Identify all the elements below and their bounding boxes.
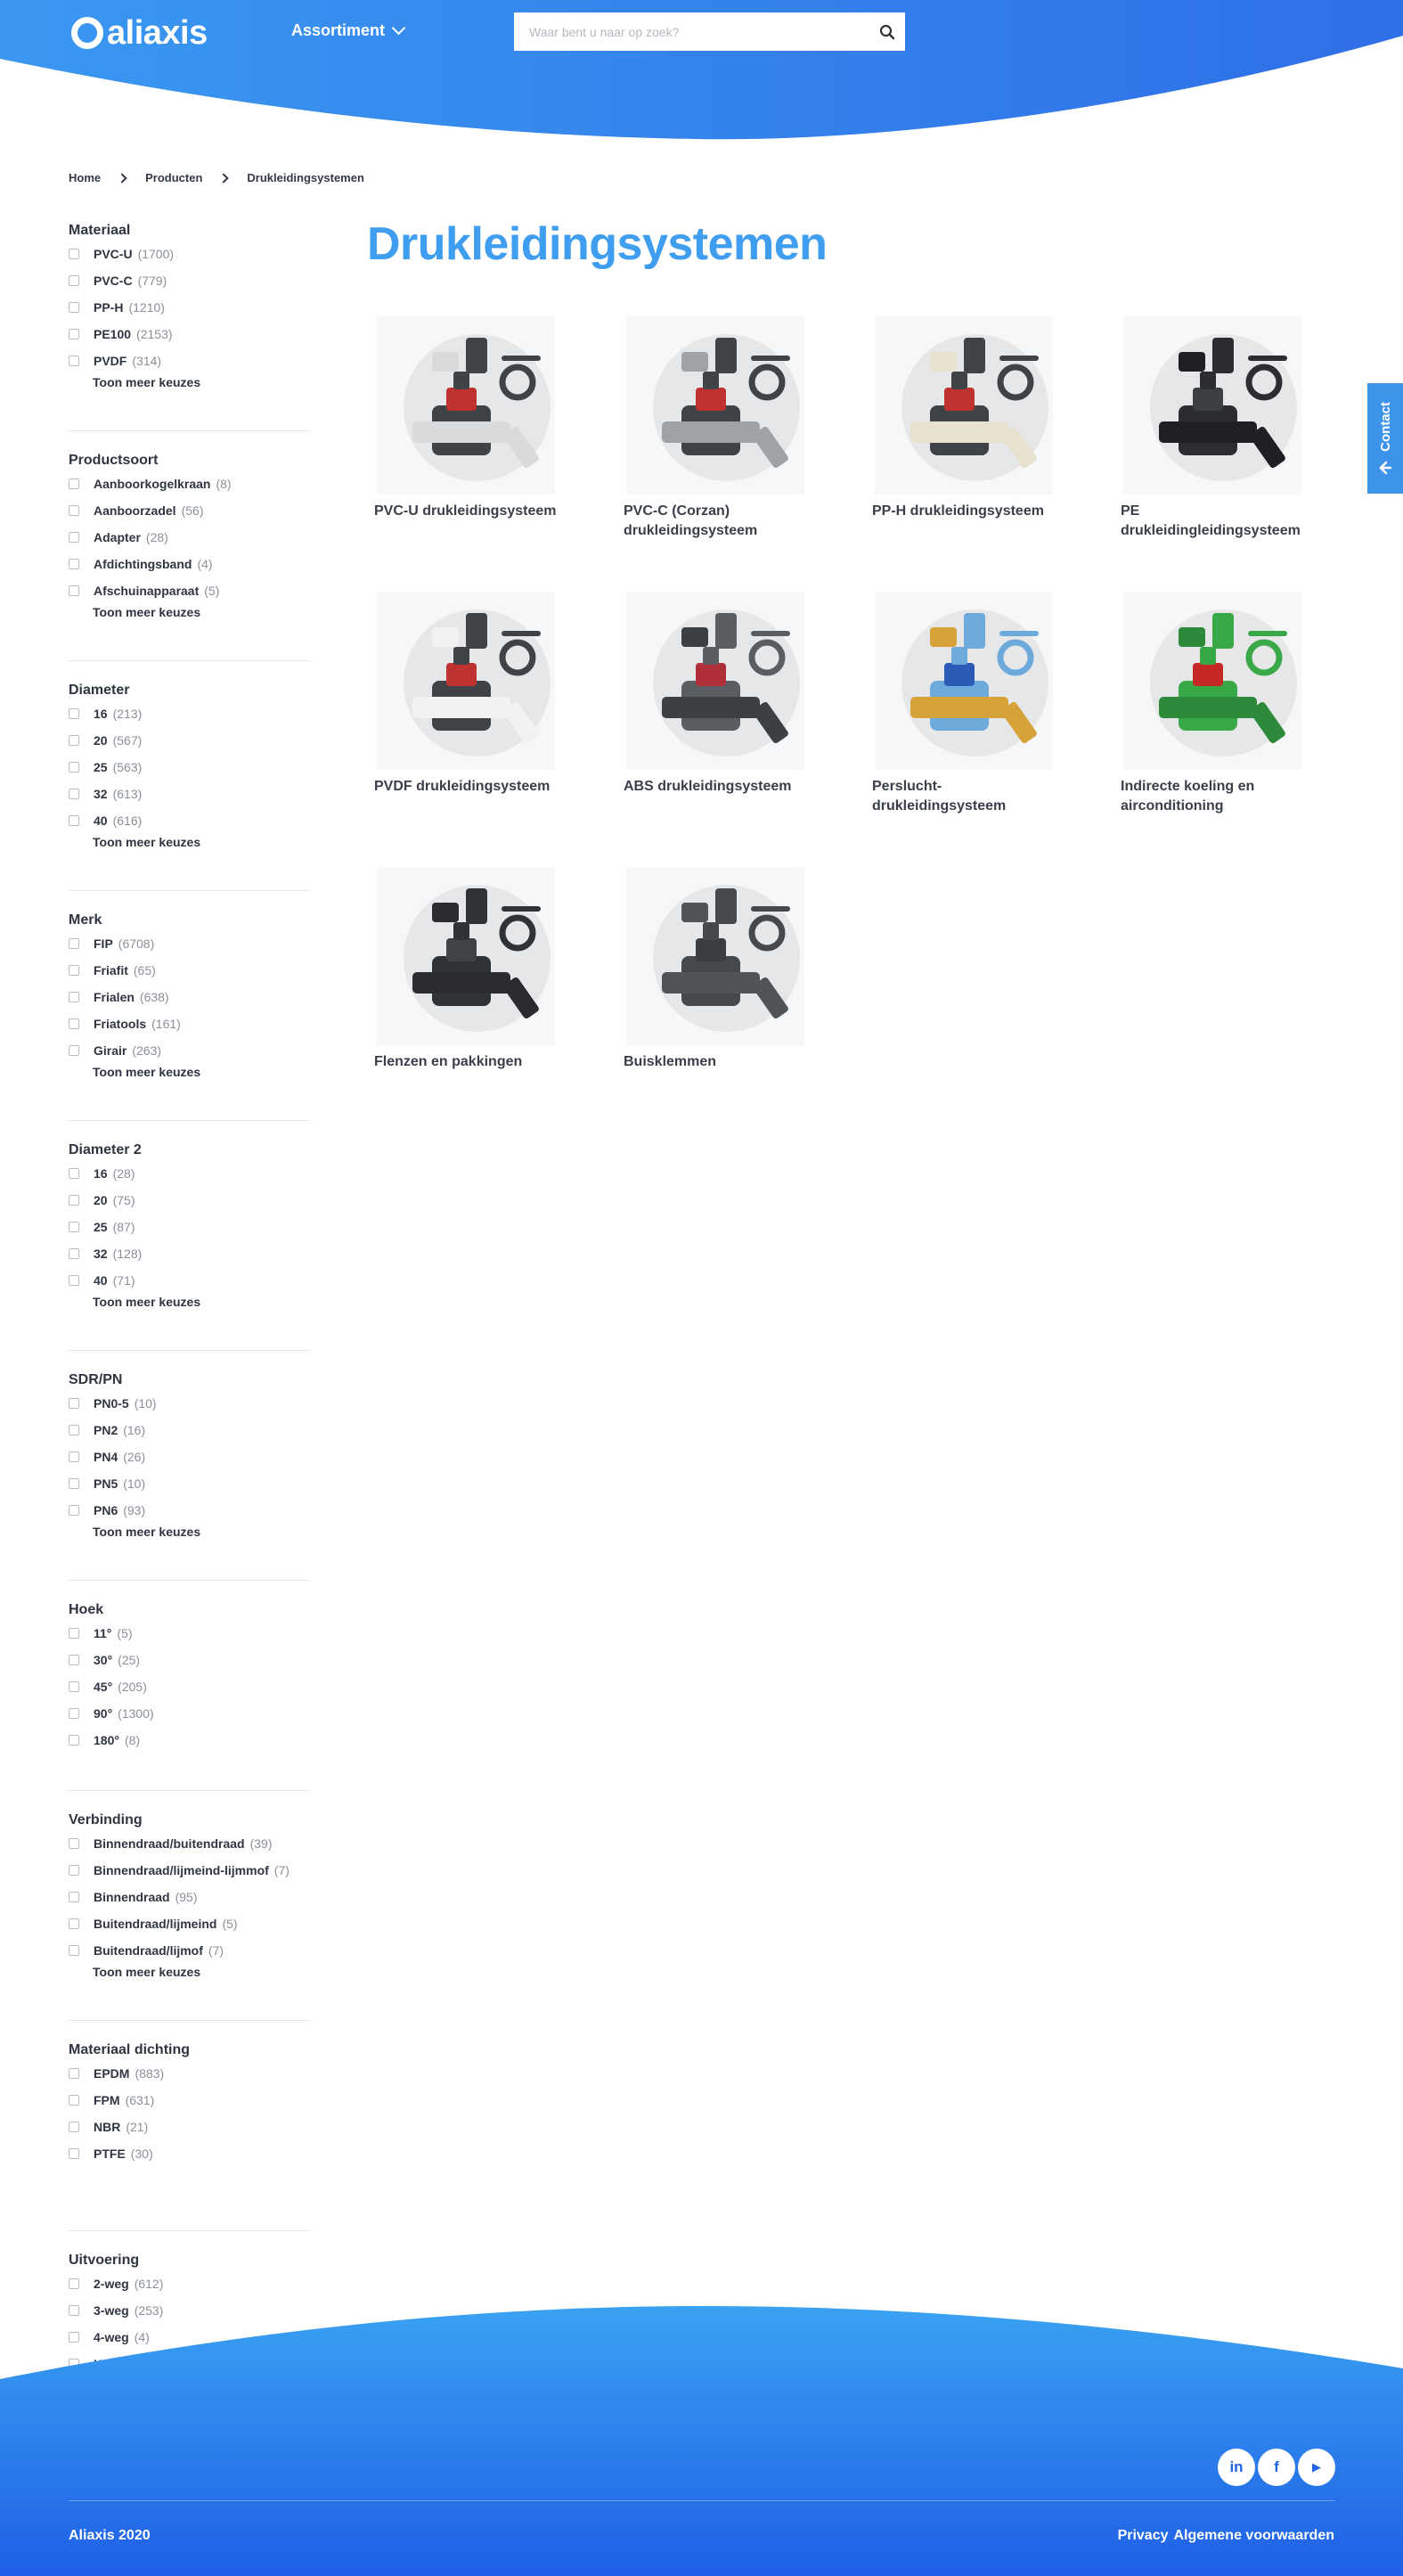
filter-option[interactable] [69,497,309,524]
filter-group-title: SDR/PN [69,1372,123,1387]
filter-group [69,681,309,891]
filter-option[interactable] [69,2060,309,2087]
filter-checkbox[interactable] [69,1892,79,1902]
terms-link[interactable]: Algemene voorwaarden [1173,2528,1334,2543]
product-card[interactable] [615,316,811,557]
page-title: Drukleidingsystemen [367,218,828,270]
filter-checkbox[interactable] [69,1838,79,1849]
air-fittings-image[interactable] [875,592,1053,770]
filter-option[interactable] [69,1010,309,1037]
product-title[interactable]: PVC-C (Corzan) drukleidingsysteem [624,503,758,538]
filter-option-count: (26) [123,1450,146,1464]
filter-option-label: 11° [94,1626,112,1640]
filter-option-count: (75) [112,1193,135,1207]
breadcrumb-producten[interactable]: Producten [145,171,203,184]
pe-fittings-image[interactable] [1123,316,1301,495]
filter-option-label: PN0-5 [94,1396,129,1411]
filter-option-label: 40 [94,814,108,828]
green-valve-image[interactable] [1123,592,1301,770]
filter-option-label: 20 [94,733,108,748]
filter-option-count: (95) [175,1890,198,1904]
filter-group [69,1141,309,1351]
filter-option[interactable] [69,2087,309,2114]
logo-ring-icon [71,17,103,49]
filter-option[interactable] [69,1390,309,1417]
filter-checkbox[interactable] [69,1655,79,1665]
filter-option-count: (205) [118,1680,147,1694]
filter-option-count: (128) [112,1247,143,1261]
filter-option-label: 90° [94,1706,113,1721]
filter-checkbox[interactable] [69,329,79,339]
filter-option-count: (1300) [118,1706,154,1721]
filter-group-title: Materiaal dichting [69,2042,191,2057]
filter-option-count: (93) [123,1503,146,1517]
filter-option-label: 4-weg [94,2330,129,2344]
filter-checkbox[interactable] [69,1865,79,1876]
filter-option-count: (28) [112,1166,135,1181]
valve-gray-image[interactable] [377,316,555,495]
filter-option-label: 3-weg [94,2303,129,2318]
chevron-right-icon [219,173,229,183]
show-more-link[interactable]: Toon meer keuzes [93,375,201,389]
breadcrumb-home[interactable]: Home [69,171,102,184]
filter-option-label: PVC-U [94,247,133,261]
chevron-down-icon [392,21,406,36]
filter-checkbox[interactable] [69,302,79,313]
filter-option[interactable] [69,1267,309,1294]
filter-option-label: 16 [94,1166,108,1181]
filter-option-count: (2153) [136,327,173,341]
filter-checkbox[interactable] [69,1398,79,1409]
filter-option[interactable] [69,700,309,727]
filter-checkbox[interactable] [69,275,79,286]
filter-checkbox[interactable] [69,1248,79,1259]
contact-tab[interactable]: Contact [1367,383,1403,494]
filter-option[interactable] [69,2114,309,2140]
valve-gray-image[interactable] [626,316,804,495]
filter-group [69,451,309,661]
filter-option[interactable] [69,1497,309,1524]
filter-option-count: (28) [145,530,168,544]
filter-checkbox[interactable] [69,1452,79,1462]
filter-option-label: FIP [94,936,113,951]
filter-checkbox[interactable] [69,559,79,569]
filter-checkbox[interactable] [69,1505,79,1516]
filter-option-count: (56) [181,503,204,518]
footer-divider [69,2500,1334,2501]
filter-group [69,1600,309,1791]
filter-option-count: (16) [123,1423,146,1437]
nav-assortiment[interactable]: Assortiment [291,21,404,40]
filter-option-label: Afschuinapparaat [94,584,200,598]
filter-option[interactable] [69,781,309,807]
filter-option-label: 180° [94,1733,119,1747]
filter-option[interactable] [69,294,309,321]
filter-option-count: (4) [197,557,213,571]
flange-image[interactable] [377,867,555,1045]
filter-option-label: PE100 [94,327,132,341]
filter-option[interactable] [69,1160,309,1187]
filter-option-label: FPM [94,2093,120,2107]
abs-valve-image[interactable] [626,592,804,770]
filter-option[interactable] [69,1187,309,1214]
filter-option-count: (39) [249,1836,273,1851]
filter-checkbox[interactable] [69,1628,79,1639]
filter-group [69,1370,309,1581]
valve-white-image[interactable] [377,592,555,770]
valve-beige-image[interactable] [875,316,1053,495]
filter-checkbox[interactable] [69,1681,79,1692]
filter-option-label: Friafit [94,963,128,977]
filter-option-count: (263) [132,1043,162,1058]
filter-option[interactable] [69,1700,309,1727]
filter-checkbox[interactable] [69,2068,79,2079]
filter-option[interactable] [69,930,309,957]
filter-sidebar [69,221,309,2481]
breadcrumb [69,171,364,184]
filter-option-label: 30° [94,1653,113,1667]
filter-option-count: (8) [124,1733,141,1747]
filter-option[interactable] [69,1857,309,1884]
filter-option-count: (21) [126,2120,149,2134]
filter-option-label: PN6 [94,1503,118,1517]
footer-links [1118,2528,1334,2544]
filter-option-count: (6708) [118,936,155,951]
filter-option[interactable] [69,1830,309,1857]
filter-group-title: Diameter 2 [69,1142,142,1157]
filter-checkbox[interactable] [69,789,79,799]
filter-checkbox[interactable] [69,1945,79,1956]
product-title[interactable]: Perslucht-drukleidingsysteem [872,779,1007,814]
filter-option-label: Binnendraad/buitendraad [94,1836,245,1851]
privacy-link[interactable]: Privacy [1117,2528,1169,2543]
filter-option[interactable] [69,267,309,294]
filter-group [69,1811,309,2021]
filter-option-count: (7) [208,1943,224,1958]
filter-option-label: EPDM [94,2066,130,2081]
show-more-link[interactable]: Toon meer keuzes [93,1065,201,1079]
filter-option[interactable] [69,807,309,834]
product-title[interactable]: Indirecte koeling en airconditioning [1121,779,1255,814]
filter-checkbox[interactable] [69,505,79,516]
filter-option-count: (7) [273,1863,290,1877]
filter-checkbox[interactable] [69,1195,79,1206]
filter-option-label: 20 [94,1193,108,1207]
filter-option-count: (631) [125,2093,155,2107]
chevron-right-icon [117,173,126,183]
filter-option[interactable] [69,1443,309,1470]
product-title[interactable]: Buisklemmen [624,1054,717,1069]
product-card[interactable] [863,316,1059,557]
filter-option-count: (1700) [137,247,175,261]
filter-option-count: (87) [112,1220,135,1234]
product-title[interactable]: PE drukleidingleidingsysteem [1121,503,1301,538]
filter-checkbox[interactable] [69,1018,79,1029]
show-more-link[interactable]: Toon meer keuzes [93,605,201,619]
filter-option[interactable] [69,470,309,497]
filter-option-count: (779) [137,274,167,288]
filter-option[interactable] [69,1937,309,1964]
filter-group-title: Uitvoering [69,2253,140,2268]
filter-option[interactable] [69,2140,309,2167]
filter-checkbox[interactable] [69,585,79,596]
copyright: Aliaxis 2020 [69,2528,151,2543]
filter-option[interactable] [69,348,309,374]
filter-checkbox[interactable] [69,1425,79,1435]
product-title[interactable]: PP-H drukleidingsysteem [872,503,1044,519]
filter-option-label: NBR [94,2120,121,2134]
filter-option-label: Aanboorkogelkraan [94,477,211,491]
filter-option-count: (71) [112,1273,135,1288]
filter-option[interactable] [69,1470,309,1497]
filter-option[interactable] [69,241,309,267]
product-title[interactable]: PVC-U drukleidingsysteem [374,503,557,519]
filter-option-count: (638) [139,990,169,1004]
filter-checkbox[interactable] [69,992,79,1002]
filter-option-label: 2-weg [94,2277,129,2291]
filter-group-title: Productsoort [69,453,159,468]
filter-option-label: PVDF [94,354,127,368]
filter-option-count: (1210) [128,300,165,315]
filter-option-count: (5) [204,584,220,598]
filter-option-count: (10) [134,1396,157,1411]
search-bar [514,12,905,51]
filter-option-count: (161) [151,1017,181,1031]
filter-option-label: Binnendraad [94,1890,170,1904]
filter-checkbox[interactable] [69,965,79,976]
filter-group [69,2040,309,2231]
filter-checkbox[interactable] [69,2095,79,2106]
aliaxis-logo[interactable]: aliaxis [71,12,208,53]
filter-option-label: PN2 [94,1423,118,1437]
filter-option-label: PVC-C [94,274,133,288]
product-card[interactable] [365,592,561,832]
filter-checkbox[interactable] [69,708,79,719]
linkedin-icon[interactable]: in [1218,2449,1255,2486]
filter-checkbox[interactable] [69,2148,79,2159]
filter-option-count: (253) [134,2303,164,2318]
filter-option[interactable] [69,754,309,781]
filter-option-label: PN5 [94,1476,118,1491]
filter-option-count: (213) [112,707,143,721]
filter-option[interactable] [69,1647,309,1673]
filter-option-label: Buitendraad/lijmof [94,1943,203,1958]
filter-option[interactable] [69,551,309,577]
filter-option-label: PN4 [94,1450,118,1464]
filter-option[interactable] [69,1910,309,1937]
filter-option-count: (30) [130,2147,153,2161]
show-more-link[interactable]: Toon meer keuzes [93,835,201,849]
product-title[interactable]: ABS drukleidingsysteem [624,779,792,794]
filter-checkbox[interactable] [69,478,79,489]
filter-option-count: (567) [112,733,143,748]
product-card[interactable] [615,867,811,1108]
product-title[interactable]: Flenzen en pakkingen [374,1054,523,1069]
filter-option-label: PP-H [94,300,124,315]
filter-checkbox[interactable] [69,1275,79,1286]
filter-option-label: 32 [94,787,108,801]
filter-checkbox[interactable] [69,1478,79,1489]
filter-option-label: 25 [94,1220,108,1234]
filter-option-count: (612) [134,2277,164,2291]
search-input[interactable] [514,12,869,51]
pipe-clamp-image[interactable] [626,867,804,1045]
facebook-icon[interactable]: f [1258,2449,1295,2486]
filter-checkbox[interactable] [69,762,79,773]
filter-option[interactable] [69,984,309,1010]
filter-option-label: 40 [94,1273,108,1288]
filter-group-title: Hoek [69,1602,104,1617]
filter-option-count: (4) [134,2330,150,2344]
show-more-link[interactable]: Toon meer keuzes [93,1965,201,1979]
filter-option-label: Friatools [94,1017,147,1031]
filter-option[interactable] [69,321,309,348]
filter-option-label: 16 [94,707,108,721]
breadcrumb-current: Drukleidingsystemen [247,171,364,184]
filter-group-title: Diameter [69,683,130,698]
filter-option-count: (613) [112,787,143,801]
filter-option-count: (25) [118,1653,141,1667]
filter-option[interactable] [69,1884,309,1910]
filter-option[interactable] [69,727,309,754]
filter-option-count: (883) [135,2066,165,2081]
filter-checkbox[interactable] [69,532,79,543]
filter-option-count: (10) [123,1476,146,1491]
filter-option[interactable] [69,1214,309,1240]
filter-option-label: Girair [94,1043,127,1058]
filter-checkbox[interactable] [69,735,79,746]
filter-option[interactable] [69,1620,309,1647]
filter-option[interactable] [69,957,309,984]
filter-option-count: (5) [222,1917,238,1931]
filter-option-label: Adapter [94,530,141,544]
filter-group-title: Verbinding [69,1812,143,1828]
filter-checkbox[interactable] [69,356,79,366]
filter-checkbox[interactable] [69,815,79,826]
filter-option[interactable] [69,1727,309,1754]
filter-option[interactable] [69,1240,309,1267]
filter-group [69,221,309,431]
filter-option[interactable] [69,1417,309,1443]
filter-checkbox[interactable] [69,1045,79,1056]
filter-option-label: Buitendraad/lijmeind [94,1917,217,1931]
product-card[interactable] [1112,592,1308,832]
filter-checkbox[interactable] [69,1222,79,1232]
filter-group-title: Materiaal [69,223,131,238]
filter-option-label: Aanboorzadel [94,503,176,518]
filter-checkbox[interactable] [69,1168,79,1179]
filter-option-label: Binnendraad/lijmeind-lijmmof [94,1863,269,1877]
filter-option-label: 25 [94,760,108,774]
filter-checkbox[interactable] [69,938,79,949]
filter-option-count: (5) [117,1626,133,1640]
show-more-link[interactable]: Toon meer keuzes [93,1295,201,1309]
filter-option[interactable] [69,1037,309,1064]
filter-option-count: (563) [112,760,143,774]
filter-option[interactable] [69,1673,309,1700]
site-header [0,0,1403,143]
filter-option-label: Afdichtingsband [94,557,192,571]
filter-checkbox[interactable] [69,1918,79,1929]
show-more-link[interactable]: Toon meer keuzes [93,1525,201,1539]
filter-checkbox[interactable] [69,249,79,259]
filter-option-count: (8) [216,477,232,491]
filter-option[interactable] [69,577,309,604]
filter-checkbox[interactable] [69,2278,79,2289]
arrow-left-icon [1378,461,1392,475]
product-card[interactable] [365,867,561,1108]
filter-option-label: Frialen [94,990,135,1004]
product-card[interactable] [365,316,561,557]
filter-checkbox[interactable] [69,1735,79,1746]
filter-checkbox[interactable] [69,1708,79,1719]
filter-group-title: Merk [69,912,102,928]
filter-option-count: (616) [112,814,143,828]
youtube-icon[interactable]: ▶ [1298,2449,1335,2486]
product-title[interactable]: PVDF drukleidingsysteem [374,779,551,794]
filter-checkbox[interactable] [69,2122,79,2132]
filter-option[interactable] [69,524,309,551]
filter-option-label: PTFE [94,2147,126,2161]
filter-option-count: (65) [133,963,156,977]
product-card[interactable] [863,592,1059,832]
filter-group [69,911,309,1121]
filter-option-label: 45° [94,1680,113,1694]
search-icon[interactable] [869,12,905,51]
filter-option-count: (314) [132,354,162,368]
product-card[interactable] [615,592,811,832]
product-card[interactable] [1112,316,1308,557]
filter-option-label: 32 [94,1247,108,1261]
